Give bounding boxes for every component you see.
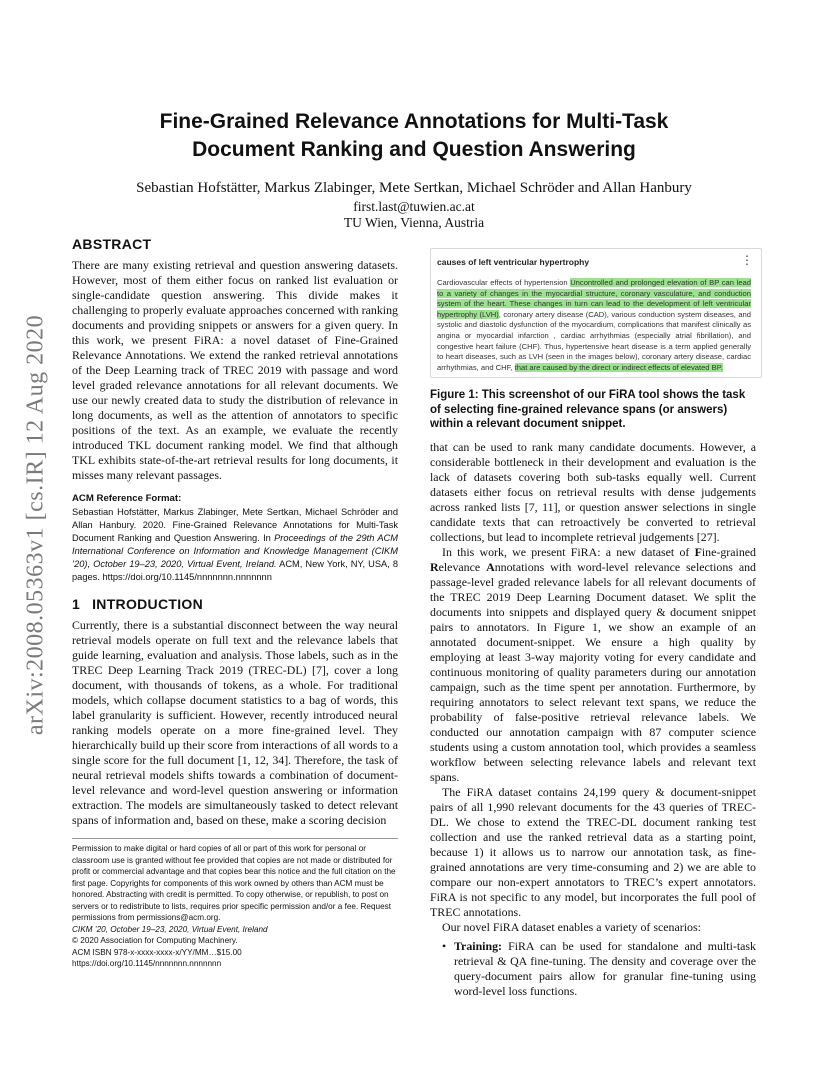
snippet-text: Cardiovascular effects of hypertension (437, 278, 571, 287)
acm-reference-text (72, 506, 398, 584)
relevance-highlight[interactable]: that are caused by the direct or indirect effects of elevated BP. (514, 362, 723, 372)
conference-name: CIKM ’20, October 19–23, 2020, Virtual Event, Ireland (72, 924, 268, 934)
paragraph: The FiRA dataset contains 24,199 query & document-snippet pairs of all 1,990 relevant documents for the 43 queries of TREC-DL. We chose to extend the TREC-DL document ranking test collection and use the ranked retrieval data as a starting point, because 1) it allows us to narrow our annotation task, as fine-grained annotations are very time-consuming and 2) we are able to compare our non-expert annotators to TREC’s expert annotators. FiRA is not specific to any model, but incorporates the full pool of TREC annotations. (430, 784, 756, 919)
abstract-heading: ABSTRACT (72, 236, 152, 252)
annotation-tool-screenshot (430, 248, 762, 378)
bullet-text: FiRA can be used for standalone and multi-task retrieval & QA fine-tuning. The density and coverage over the query-document pairs allow for granular fine-tuning using word-level loss functions. (454, 938, 756, 998)
query-title: causes of left ventricular hypertrophy (437, 257, 590, 267)
arxiv-stamp (16, 290, 56, 760)
list-item (454, 939, 756, 999)
figure-caption: Figure 1: This screenshot of our FiRA tool shows the task of selecting fine-grained relevance spans (or answers) within a relevant document snippet. (430, 389, 746, 430)
affiliation: TU Wien, Vienna, Austria (343, 215, 485, 230)
copyright-line: © 2020 Association for Computing Machinery. (72, 936, 238, 945)
document-snippet (437, 278, 751, 373)
copyright-footnote (72, 838, 398, 970)
doi-line: https://doi.org/10.1145/nnnnnnn.nnnnnnn (72, 959, 222, 968)
conference-line (72, 924, 398, 936)
title-line-1: Fine-Grained Relevance Annotations for Multi-Task (159, 110, 669, 133)
bullet-label: Training: (454, 938, 503, 953)
relevance-highlight[interactable]: Uncontrolled and prolonged elevation of BP can lead to a variety of changes in the myocardial structure, coronary vasculature, and conduction system of the heart. These changes in turn can lead to the development of left ventricular hypertrophy (LVH) (437, 278, 751, 319)
paragraph: In this work, we present FiRA: a new dataset of Fine-grained Relevance Annotations with word-level relevance selections and passage-level graded relevance labels for all relevant documents of the TREC 2019 Deep Learning Document dataset. We split the documents into snippets and displayed query & document snippet pairs to annotators. In Figure 1, we show an example of an annotated document-snippet. We ensure a high quality by employing at least 3-way majority voting for every candidate and continuous monitoring of quality parameters during our annotation campaign, such as the time spent per annotation. Furthermore, by requiring annotators to select relevant text spans, we reduce the probability of false-positive retrieval relevance labels. We conducted our annotation campaign with 87 computer science students using a custom annotation tool, which provides a seamless workflow between selecting relevance labels and relevant text spans. (430, 544, 756, 784)
permission-notice: Permission to make digital or hard copies of all or part of this work for personal or classroom use is granted without fee provided that copies are not made or distributed for profit or commercial advantage and that copies bear this notice and the full citation on the first page. Copyrights for components of this work owned by others than ACM must be honored. Abstracting with credit is permitted. To copy otherwise, or republish, to post on servers or to redistribute to lists, requires prior specific permission and/or a fee. Request permissions from permissions@acm.org. (72, 844, 396, 922)
acm-reference-venue: Proceedings of the 29th ACM International Conference on Information and Knowledge Management (CIKM ’20), October 19–23, 2020, Virtual Event, Ireland. (72, 533, 398, 569)
arxiv-id: arXiv:2008.05363v1 [cs.IR] 12 Aug 2020 (22, 314, 49, 736)
section-title: INTRODUCTION (92, 596, 204, 612)
title-line-2: Document Ranking and Question Answering (192, 138, 636, 161)
authors: Sebastian Hofstätter, Markus Zlabinger, Mete Sertkan, Michael Schröder and Allan Hanbury (136, 180, 692, 196)
section-number: 1 (72, 596, 81, 612)
paragraph: that can be used to rank many candidate documents. However, a considerable bottleneck in their development and evaluation is the lack of datasets covering both sub-tasks equally well. Current datasets either focus on retrieval results with dense judgements across ranked lists [7, 11], or question answer selections in single candidate texts that can retroactively be converted to retrieval collections, but lead to incomplete retrieval judgements [27]. (430, 439, 756, 544)
acm-reference-tail: ACM, New York, NY, USA, 8 pages. https://doi.org/10.1145/nnnnnnn.nnnnnnn (72, 559, 399, 582)
right-column (430, 248, 756, 999)
acm-reference-authors: Sebastian Hofstätter, Markus Zlabinger, Mete Sertkan, Michael Schröder and Allan Hanbury. 2020. Fine-Grained Relevance Annotations for Multi-Task Document Ranking and Question Answering. In (72, 507, 398, 543)
isbn-line: ACM ISBN 978-x-xxxx-xxxx-x/YY/MM…$15.00 (72, 947, 242, 957)
author-email: first.last@tuwien.ac.at (353, 199, 475, 214)
scenario-list (430, 939, 756, 999)
introduction-heading (72, 596, 398, 612)
paper-title (60, 108, 768, 164)
paragraph: Our novel FiRA dataset enables a variety of scenarios: (442, 919, 701, 934)
abstract-text: There are many existing retrieval and question answering datasets. However, most of them either focus on ranked list evaluation or single-candidate question answering. This divide makes it challenging to properly evaluate approaches concerned with ranking documents and providing snippets or answers for a given query. In this work, we present FiRA: a novel dataset of Fine-Grained Relevance Annotations. We extend the ranked retrieval annotations of the Deep Learning track of TREC 2019 with passage and word level graded relevance annotations for all relevant documents. We use our newly created data to study the distribution of relevance in long documents, as well as the attention of annotators to specific positions of the text. As an example, we evaluate the recently introduced TKL document ranking model. We find that although TKL exhibits state-of-the-art retrieval results for long documents, it misses many relevant passages. (72, 258, 398, 482)
left-column (72, 236, 398, 828)
introduction-text: Currently, there is a substantial disconnect between the way neural retrieval models operate on full text and the relevance labels that guide learning, evaluation and analysis. Those labels, such as in the TREC Deep Learning Track 2019 (TREC-DL) [7], cover a long document, with thousands of tokens, as a whole. For traditional models, which collapse document statistics to a bag of words, this label granularity is sufficient. However, recently introduced neural ranking models operate on a more fine-grained level. They hierarchically build up their score from interactions of all words to a single score for the full document [1, 12, 34]. Therefore, the task of neural retrieval models shifts towards a combination of document-level relevance and word-level question answering or information extraction. The models are simultaneously tasked to detect relevant spans of information and, based on these, make a scoring decision (72, 618, 398, 827)
acm-reference-heading: ACM Reference Format: (72, 493, 182, 504)
more-options-icon[interactable]: ⋮ (741, 253, 753, 267)
snippet-text: , coronary artery disease (CAD), various conduction system diseases, and systolic and diastolic dysfunction of the myocardium, complications that manifest clinically as angina or myocardial infarction , cardiac arrhythmias (especially atrial fibrillation), and congestive heart failure (CHF). Thus, hypertensive heart disease is a term applied generally to heart diseases, such as LVH (seen in the images below), coronary artery disease, cardiac arrhythmias, and CHF, (437, 309, 752, 372)
